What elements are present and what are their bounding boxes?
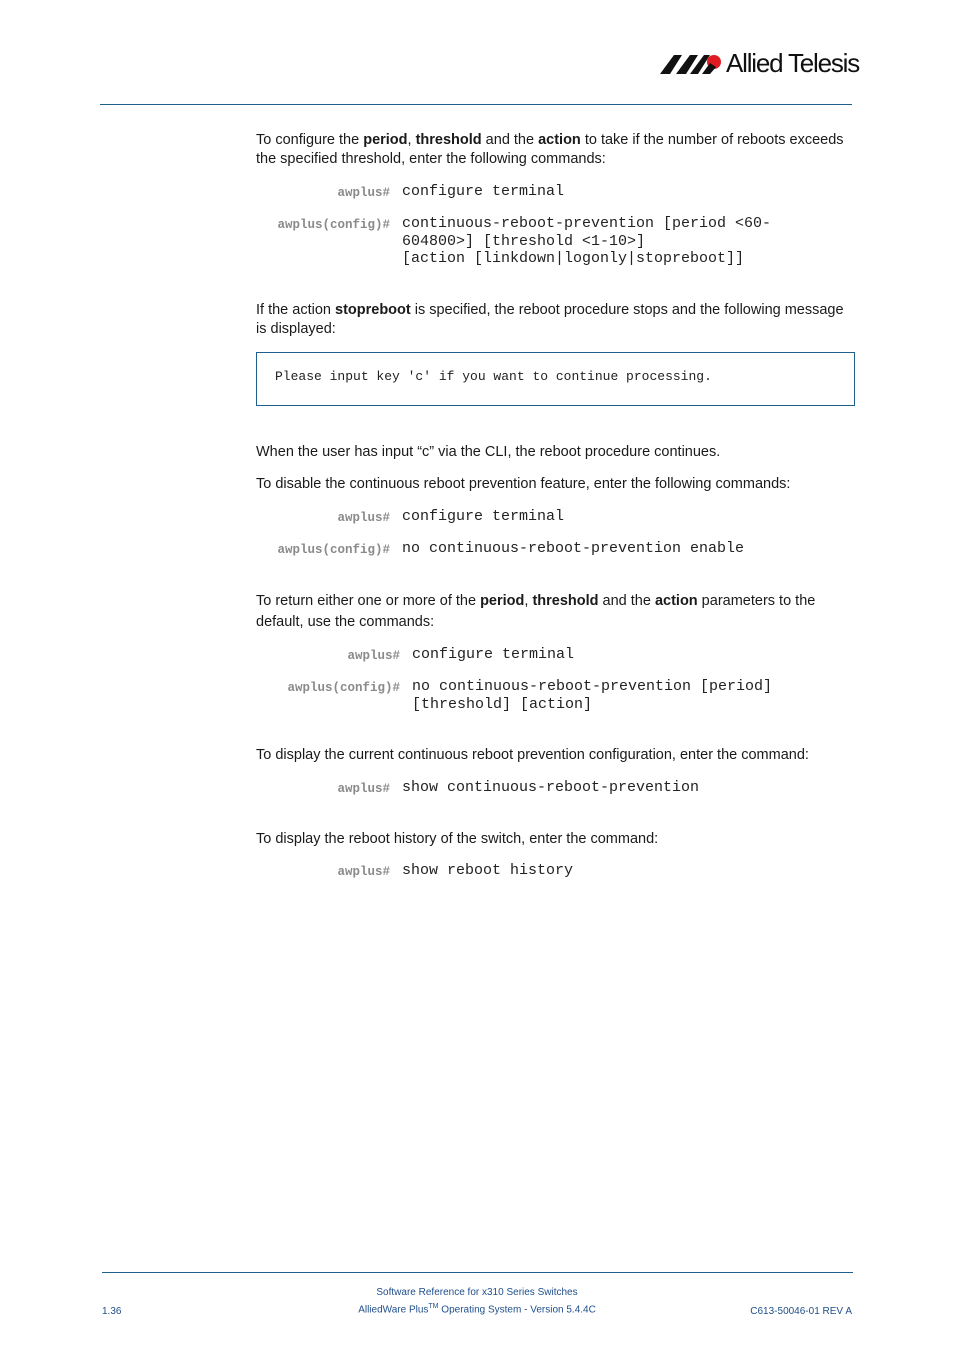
cli-prompt-config: awplus(config)# — [277, 543, 390, 557]
console-message: Please input key 'c' if you want to continue processing. — [275, 369, 712, 384]
cli-prompt: awplus# — [337, 186, 390, 200]
footer-os-version: AlliedWare Plus™ Operating System - Version 5.4.4C — [358, 1303, 596, 1316]
header-rule — [100, 104, 852, 105]
paragraph-return-default: To return either one or more of the period, threshold and the action parameters to the default, use the commands: — [256, 593, 816, 630]
paragraph-configure-intro: To configure the period, threshold and the action to take if the number of reboots exceeds the specified threshold, enter the following commands: — [256, 132, 844, 167]
cli-command: configure terminal — [412, 646, 575, 663]
footer-title: Software Reference for x310 Series Switches — [376, 1287, 578, 1298]
page-number: 1.36 — [102, 1306, 122, 1317]
cli-prompt: awplus# — [337, 511, 390, 525]
paragraph-stopreboot: If the action stopreboot is specified, the reboot procedure stops and the following message is displayed: — [256, 302, 844, 337]
paragraph-display-config: To display the current continuous reboot prevention configuration, enter the command: — [256, 747, 809, 763]
document-id: C613-50046-01 REV A — [750, 1306, 852, 1317]
console-message-box — [256, 352, 855, 406]
paragraph-disable: To disable the continuous reboot prevention feature, enter the following commands: — [256, 476, 791, 492]
cli-command: continuous-reboot-prevention [period <60- 604800>] [threshold <1-10>] [action [linkdown|logonly|stopreboot]] — [402, 215, 772, 267]
cli-command: show reboot history — [402, 862, 574, 879]
company-logo — [660, 48, 860, 82]
cli-prompt: awplus# — [337, 782, 390, 796]
cli-command: no continuous-reboot-prevention [period] [threshold] [action] — [412, 678, 773, 713]
paragraph-display-history: To display the reboot history of the switch, enter the command: — [256, 831, 659, 847]
cli-command: configure terminal — [402, 508, 565, 525]
cli-prompt: awplus# — [347, 649, 400, 663]
footer-rule — [102, 1272, 853, 1273]
cli-command: configure terminal — [402, 183, 565, 200]
cli-prompt-config: awplus(config)# — [287, 681, 400, 695]
allied-telesis-logo-icon — [660, 53, 724, 75]
paragraph-continue: When the user has input “c” via the CLI, the reboot procedure continues. — [256, 444, 721, 460]
cli-command: show continuous-reboot-prevention — [402, 779, 700, 796]
cli-prompt-config: awplus(config)# — [277, 218, 390, 232]
cli-prompt: awplus# — [337, 865, 390, 879]
cli-command: no continuous-reboot-prevention enable — [402, 540, 745, 557]
logo-text: Allied Telesis — [726, 48, 860, 78]
